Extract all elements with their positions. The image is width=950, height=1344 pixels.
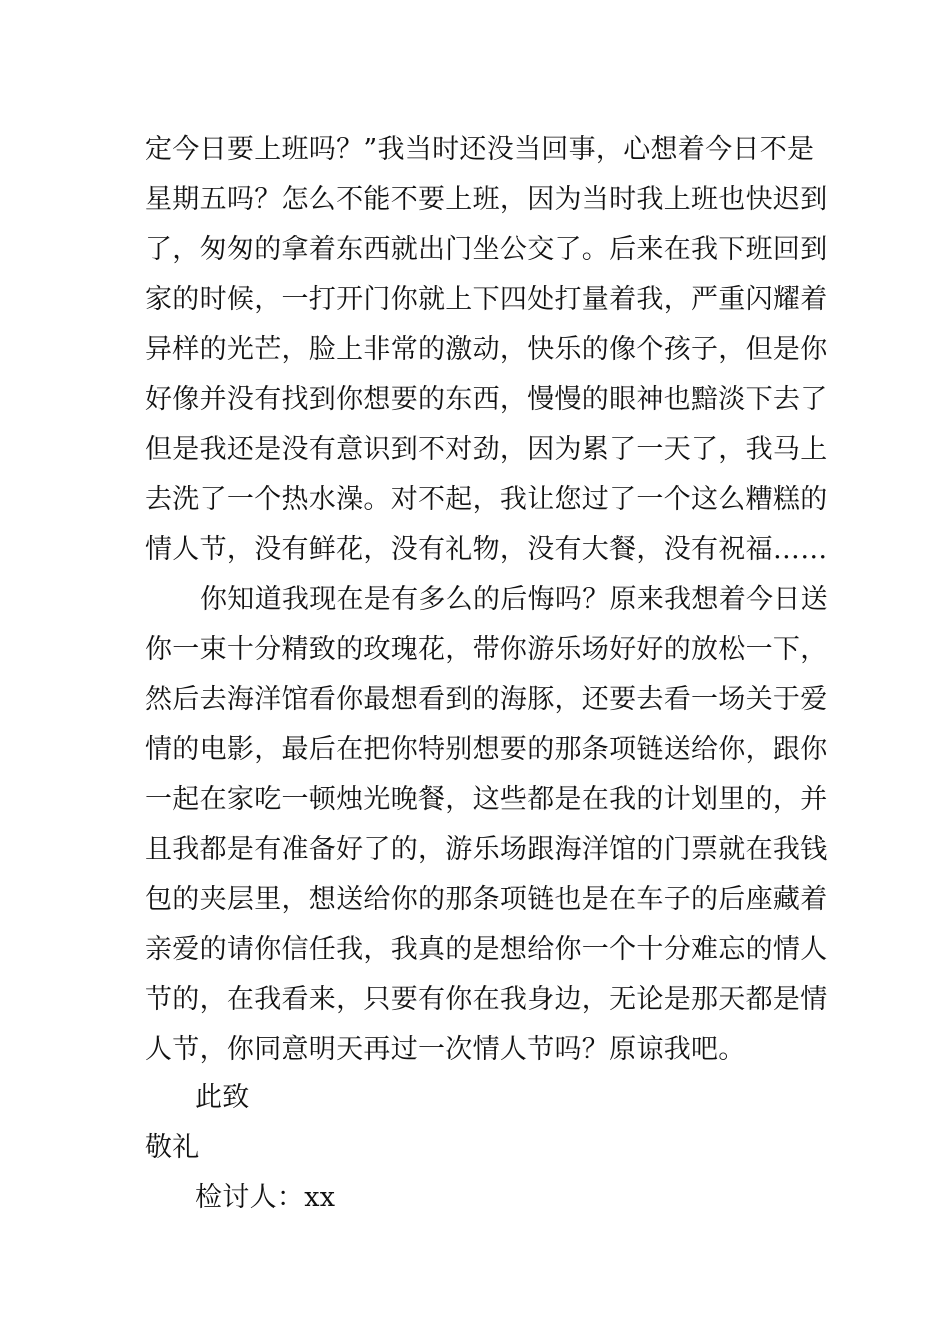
paragraph-line: 亲爱的请你信任我，我真的是想给你一个十分难忘的情人	[145, 934, 828, 965]
paragraph-line: 定今日要上班吗？”我当时还没当回事，心想着今日不是	[145, 134, 815, 165]
paragraph-line: 家的时候，一打开门你就上下四处打量着我，严重闪耀着	[145, 284, 828, 315]
paragraph-line: 好像并没有找到你想要的东西，慢慢的眼神也黯淡下去了	[145, 384, 828, 415]
paragraph-line: 且我都是有准备好了的，游乐场跟海洋馆的门票就在我钱	[145, 834, 828, 865]
paragraph-line: 人节，你同意明天再过一次情人节吗？原谅我吧。	[145, 1034, 746, 1065]
paragraph-line: 情的电影，最后在把你特别想要的那条项链送给你，跟你	[145, 734, 828, 765]
paragraph-line: 异样的光芒，脸上非常的激动，快乐的像个孩子，但是你	[145, 334, 828, 365]
paragraph-line: 了，匆匆的拿着东西就出门坐公交了。后来在我下班回到	[145, 234, 828, 265]
paragraph-line: 节的，在我看来，只要有你在我身边，无论是那天都是情	[145, 984, 828, 1015]
paragraph-line: 包的夹层里，想送给你的那条项链也是在车子的后座藏着	[145, 884, 828, 915]
paragraph-line: 情人节，没有鲜花，没有礼物，没有大餐，没有祝福……	[145, 534, 828, 565]
closing-salutation: 此致	[195, 1082, 250, 1113]
paragraph-line: 你一束十分精致的玫瑰花，带你游乐场好好的放松一下，	[145, 634, 828, 665]
paragraph-line: 星期五吗？怎么不能不要上班，因为当时我上班也快迟到	[145, 184, 828, 215]
paragraph-line: 然后去海洋馆看你最想看到的海豚，还要去看一场关于爱	[145, 684, 828, 715]
paragraph-line: 一起在家吃一顿烛光晚餐，这些都是在我的计划里的，并	[145, 784, 828, 815]
paragraph-line: 但是我还是没有意识到不对劲，因为累了一天了，我马上	[145, 434, 828, 465]
signature-line: 检讨人：xx	[195, 1182, 336, 1213]
paragraph-line: 去洗了一个热水澡。对不起，我让您过了一个这么糟糕的	[145, 484, 828, 515]
closing-regards: 敬礼	[145, 1132, 200, 1163]
paragraph-line: 你知道我现在是有多么的后悔吗？原来我想着今日送	[200, 584, 828, 615]
